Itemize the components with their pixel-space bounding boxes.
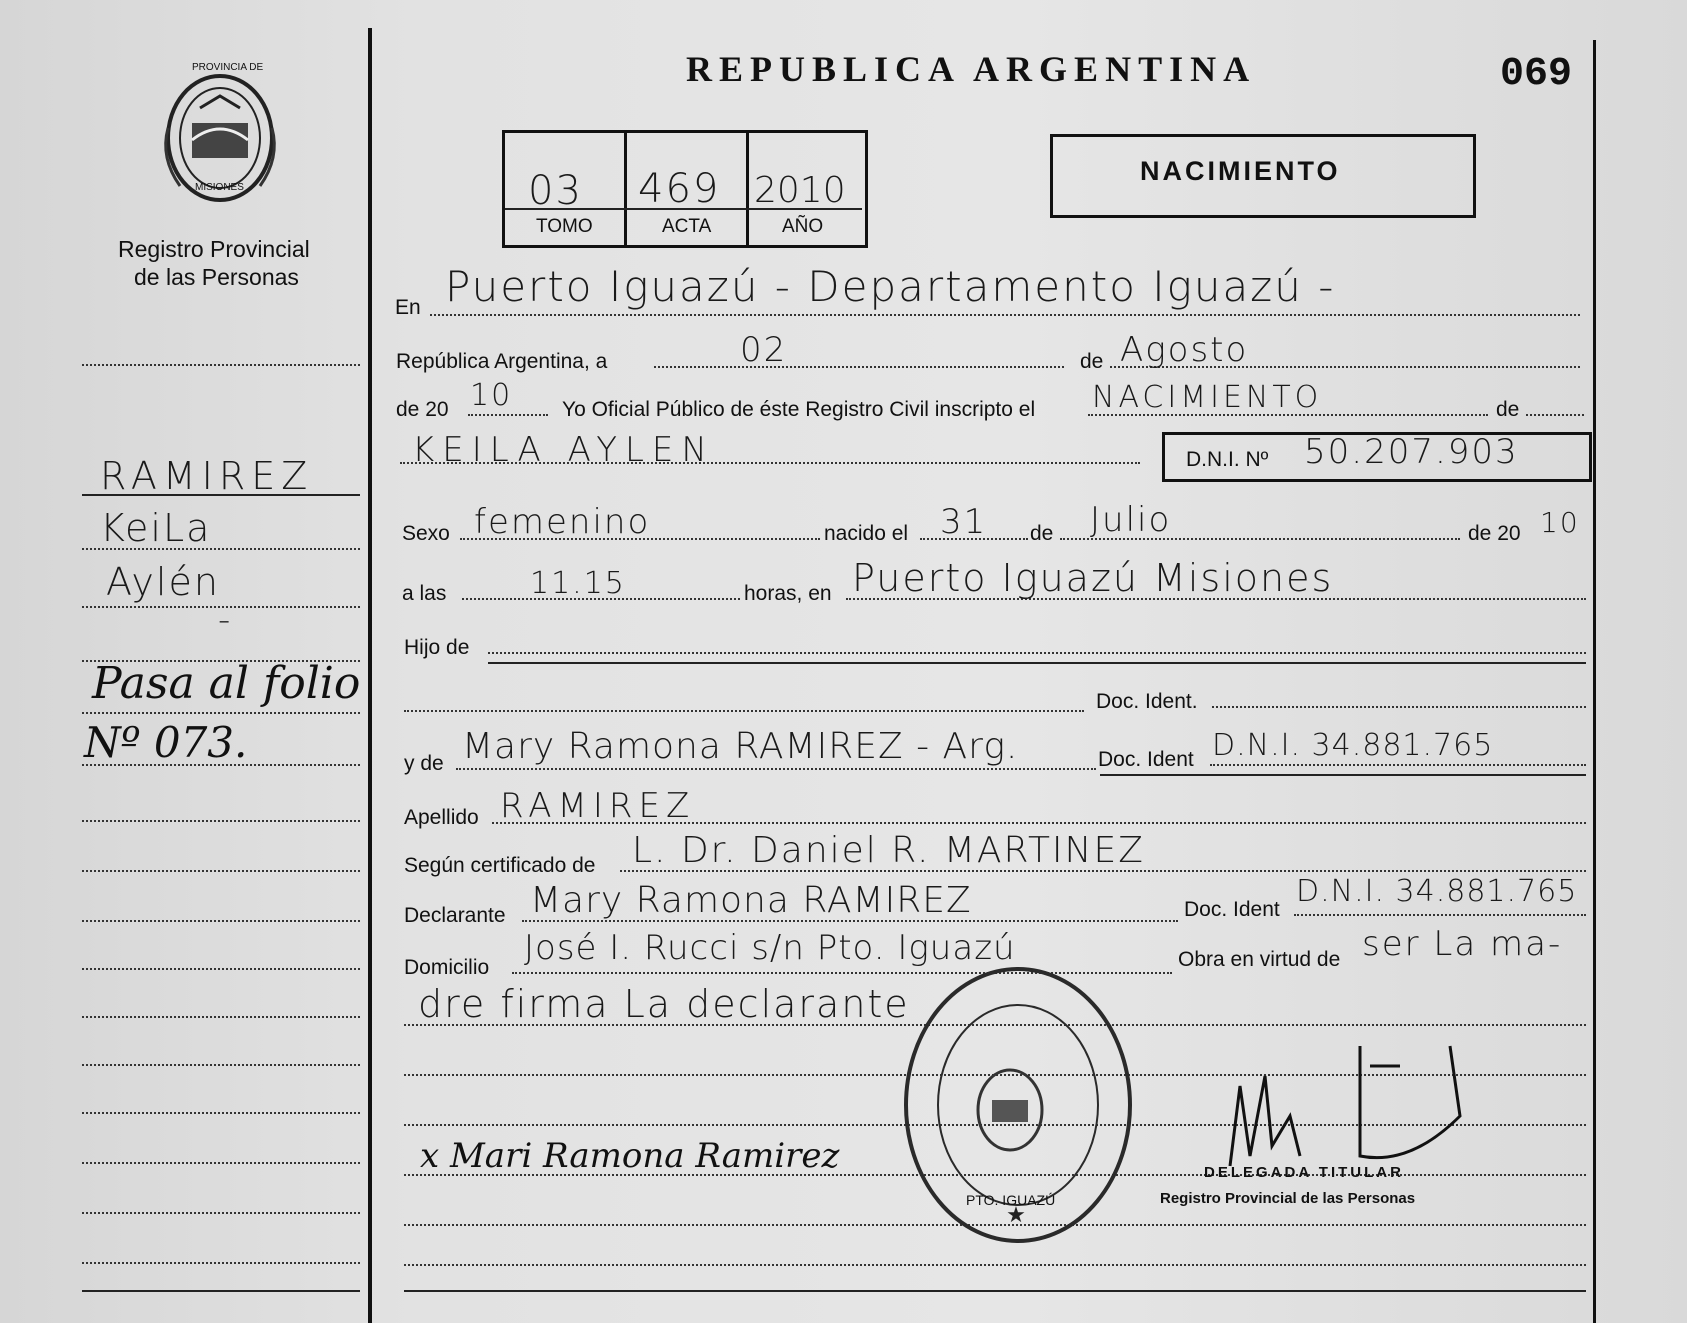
margin-nota1: Pasa al folio: [92, 658, 361, 709]
svg-text:★: ★: [1006, 1202, 1026, 1227]
value-inscripto: NACIMIENTO: [1092, 380, 1323, 415]
handwritten-signature-icon: [1210, 1036, 1490, 1176]
label-domicilio: Domicilio: [404, 956, 490, 979]
acta-value: 469: [638, 166, 721, 212]
margin-line: [82, 968, 360, 970]
margin-nombre2: Aylén: [106, 560, 220, 604]
margin-line: [82, 870, 360, 872]
label-segun: Según certificado de: [404, 854, 596, 877]
field-line: [488, 652, 1586, 654]
label-declarante: Declarante: [404, 904, 506, 927]
margin-rule: [82, 1290, 360, 1292]
value-dia: 02: [740, 330, 788, 370]
label-apellido: Apellido: [404, 806, 479, 829]
margin-line: [82, 364, 360, 366]
value-certificado: L. Dr. Daniel R. MARTINEZ: [632, 830, 1145, 871]
registry-name-line2: de las Personas: [134, 264, 299, 290]
field-line: [468, 414, 548, 416]
field-rule: [1100, 774, 1586, 776]
margin-line: [82, 1112, 360, 1114]
value-obra-2: dre firma La declarante: [418, 982, 910, 1026]
margin-line: [82, 1064, 360, 1066]
country-title: REPUBLICA ARGENTINA: [686, 49, 1257, 89]
value-hora: 11.15: [530, 566, 626, 601]
margin-apellido: RAMIREZ: [100, 454, 314, 498]
label-oficial: Yo Oficial Público de éste Registro Civil inscripto el: [562, 398, 1036, 421]
field-line: [404, 1264, 1586, 1266]
record-box-divider: [746, 130, 749, 245]
value-lugar: Puerto Iguazú - Departamento Iguazú -: [445, 262, 1336, 311]
stamp-subtitle: Registro Provincial de las Personas: [1160, 1190, 1416, 1207]
field-line: [1526, 414, 1584, 416]
record-box-divider: [624, 130, 627, 245]
label-hijo: Hijo de: [404, 636, 470, 659]
margin-line: [82, 764, 360, 766]
anio-value: 2010: [754, 170, 846, 211]
margin-line: [82, 920, 360, 922]
value-dni: 50.207.903: [1304, 432, 1519, 472]
tomo-value: 03: [528, 168, 583, 214]
margin-line: [82, 820, 360, 822]
value-declarante-doc: D.N.I. 34.881.765: [1296, 874, 1578, 909]
label-nacido: nacido el: [824, 522, 909, 545]
field-line: [456, 768, 1096, 770]
label-doc-ident2: Doc. Ident: [1098, 748, 1194, 771]
value-mes: Agosto: [1120, 330, 1249, 370]
value-nac-anio-2: 10: [1540, 506, 1580, 539]
margin-divider-line: [368, 28, 372, 1323]
value-nombres: KEILA AYLEN: [412, 430, 715, 470]
margin-line: [82, 1262, 360, 1264]
folio-number: 069: [1500, 52, 1573, 97]
label-obra: Obra en virtud de: [1178, 948, 1341, 971]
field-line: [430, 314, 1580, 316]
label-en: En: [395, 296, 421, 319]
margin-nota2: Nº 073.: [84, 718, 248, 767]
label-horas: horas, en: [744, 582, 832, 605]
margin-dash: -: [218, 600, 233, 640]
margin-nombre1: KeiLa: [100, 506, 212, 550]
round-stamp-city: PTO. IGUAZÚ: [966, 1192, 1056, 1208]
field-rule: [488, 662, 1586, 664]
anio-label: AÑO: [782, 216, 824, 237]
tomo-label: TOMO: [536, 216, 593, 237]
value-lugar-nac: Puerto Iguazú Misiones: [852, 556, 1334, 600]
seal-text-bottom: MISIONES: [195, 182, 244, 193]
margin-line: [82, 1212, 360, 1214]
certificate-type: NACIMIENTO: [1140, 156, 1341, 186]
label-doc-ident3: Doc. Ident: [1184, 898, 1280, 921]
value-apellido: RAMIREZ: [500, 786, 696, 826]
value-obra-1: ser La ma-: [1362, 924, 1563, 964]
field-line: [404, 710, 1084, 712]
value-madre: Mary Ramona RAMIREZ - Arg.: [462, 726, 1019, 767]
label-de: de: [1080, 350, 1104, 373]
label-doc-ident: Doc. Ident.: [1096, 690, 1198, 713]
margin-rule: [82, 494, 360, 496]
acta-label: ACTA: [662, 216, 712, 237]
field-line: [1212, 706, 1586, 708]
label-de-20b: de 20: [1468, 522, 1521, 545]
label-dni: D.N.I. Nº: [1186, 448, 1269, 471]
declarant-signature: x Mari Ramona Ramirez: [420, 1136, 840, 1176]
value-madre-doc: D.N.I. 34.881.765: [1212, 728, 1494, 763]
label-y-de: y de: [404, 752, 444, 775]
margin-line: [82, 1016, 360, 1018]
seal-text-top: PROVINCIA DE: [192, 62, 264, 73]
margin-line: [82, 548, 360, 550]
right-border-line: [1593, 40, 1596, 1323]
field-rule: [404, 1290, 1586, 1292]
value-declarante: Mary Ramona RAMIREZ: [530, 880, 972, 921]
registry-name-line1: Registro Provincial: [118, 236, 310, 262]
label-republica: República Argentina, a: [396, 350, 608, 373]
value-nac-mes: Julio: [1090, 500, 1172, 540]
field-line: [1210, 764, 1586, 766]
margin-line: [82, 712, 360, 714]
label-de-end: de: [1496, 398, 1520, 421]
value-sexo: femenino: [474, 502, 651, 542]
label-sexo: Sexo: [402, 522, 450, 545]
label-a-las: a las: [402, 582, 447, 605]
value-nac-dia: 31: [940, 502, 988, 542]
field-line: [400, 462, 1140, 464]
value-anio-2: 10: [470, 378, 513, 413]
margin-line: [82, 1162, 360, 1164]
stamp-title: DELEGADA TITULAR: [1204, 1164, 1404, 1181]
label-de-20: de 20: [396, 398, 449, 421]
value-domicilio: José I. Rucci s/n Pto. Iguazú: [524, 928, 1016, 968]
official-signature: [1210, 1036, 1490, 1176]
field-line: [654, 366, 1064, 368]
field-line: [1294, 914, 1586, 916]
label-de-mid: de: [1030, 522, 1054, 545]
